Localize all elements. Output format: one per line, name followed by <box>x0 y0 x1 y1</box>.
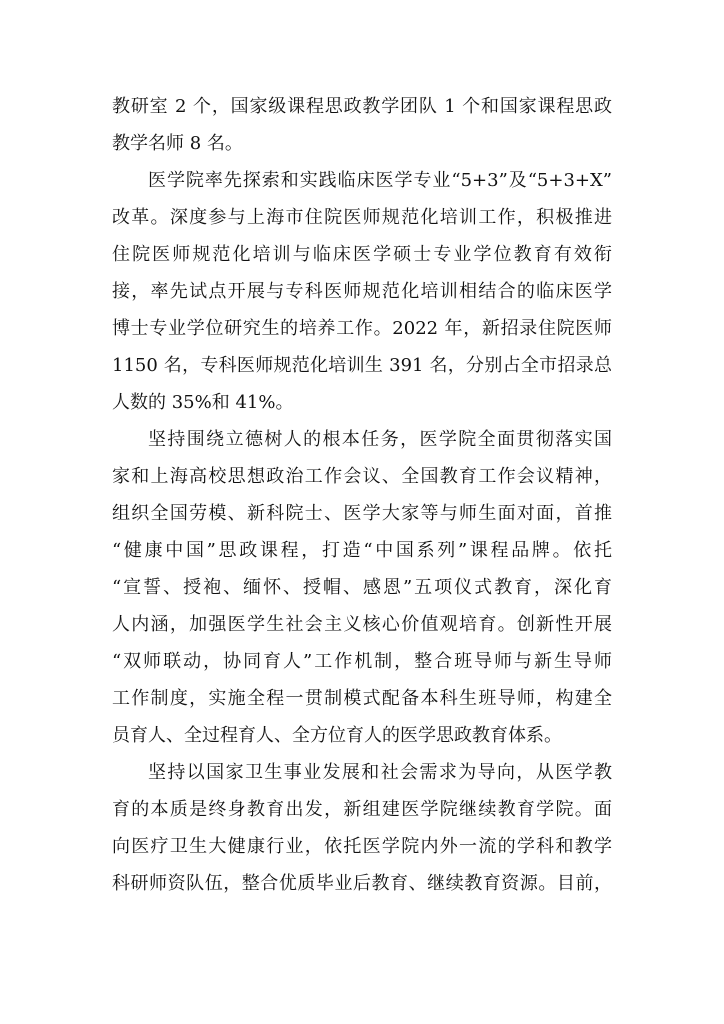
text-line: 博士专业学位研究生的培养工作。2022 年，新招录住院医师 <box>112 318 612 339</box>
text-line: “健康中国”思政课程，打造“中国系列”课程品牌。依托 <box>112 540 612 561</box>
text-line: 家和上海高校思想政治工作会议、全国教育工作会议精神， <box>112 466 612 487</box>
text-line: 教学名师 8 名。 <box>112 133 243 154</box>
text-line: 坚持围绕立德树人的根本任务，医学院全面贯彻落实国 <box>148 429 612 450</box>
paragraph-2 <box>112 162 612 421</box>
text-line: 住院医师规范化培训与临床医学硕士专业学位教育有效衔 <box>112 244 612 265</box>
text-line: 人数的 35%和 41%。 <box>112 392 294 413</box>
text-line: 1150 名，专科医师规范化培训生 391 名，分别占全市招录总 <box>112 355 612 376</box>
text-line: 人内涵，加强医学生社会主义核心价值观培育。创新性开展 <box>112 614 612 635</box>
paragraph-1 <box>112 88 612 162</box>
paragraph-3 <box>112 421 612 754</box>
text-line: 坚持以国家卫生事业发展和社会需求为导向，从医学教 <box>148 762 612 783</box>
text-line: 接，率先试点开展与专科医师规范化培训相结合的临床医学 <box>112 281 612 302</box>
text-line: 员育人、全过程育人、全方位育人的医学思政教育体系。 <box>112 725 562 746</box>
text-line: 组织全国劳模、新科院士、医学大家等与师生面对面，首推 <box>112 503 612 524</box>
document-body <box>112 88 612 902</box>
text-line: 向医疗卫生大健康行业，依托医学院内外一流的学科和教学 <box>112 836 612 857</box>
text-line: 医学院率先探索和实践临床医学专业“5+3”及“5+3+X” <box>148 170 612 191</box>
text-line: 改革。深度参与上海市住院医师规范化培训工作，积极推进 <box>112 207 612 228</box>
text-line: 科研师资队伍，整合优质毕业后教育、继续教育资源。目前， <box>112 873 612 894</box>
text-line: “双师联动，协同育人”工作机制，整合班导师与新生导师 <box>112 651 612 672</box>
text-line: 教研室 2 个，国家级课程思政教学团队 1 个和国家课程思政 <box>112 96 612 117</box>
text-line: 工作制度，实施全程一贯制模式配备本科生班导师，构建全 <box>112 688 612 709</box>
paragraph-4 <box>112 754 612 902</box>
text-line: 育的本质是终身教育出发，新组建医学院继续教育学院。面 <box>112 799 612 820</box>
text-line: “宣誓、授袍、缅怀、授帽、感恩”五项仪式教育，深化育 <box>112 577 612 598</box>
